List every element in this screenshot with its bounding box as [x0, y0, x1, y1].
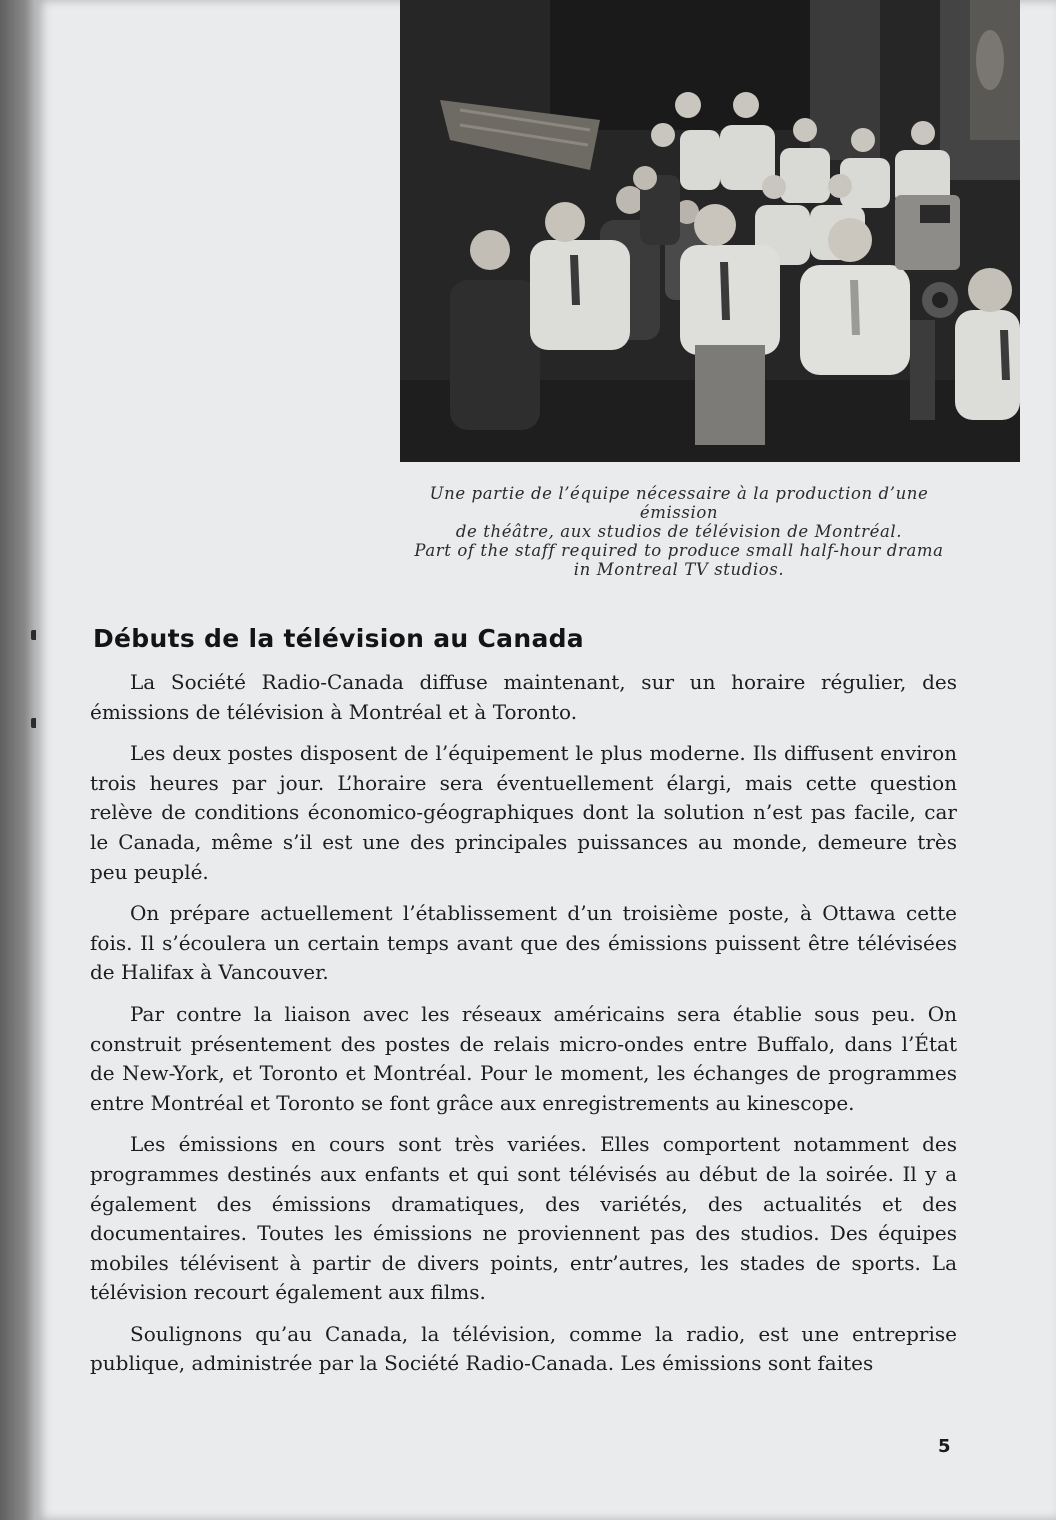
caption-line: in Montreal TV studios. [573, 560, 785, 579]
staff-photo [400, 0, 1020, 462]
caption-line: Une partie de l’équipe nécessaire à la production d’une émission [429, 484, 929, 522]
article-body [90, 668, 957, 1391]
article-paragraph: Soulignons qu’au Canada, la télévision, comme la radio, est une entreprise publique, administrée par la Société Radio-Canada. Les émissions sont faites [90, 1321, 957, 1376]
article-paragraph: On prépare actuellement l’établissement d’un troisième poste, à Ottawa cette fois. Il s’écoulera un certain temps avant que des émissions puissent être télévisées de Halifax à Vancouver. [90, 901, 957, 985]
caption-line: Part of the staff required to produce small half-hour drama [414, 541, 944, 560]
page-number: 5 [938, 1436, 951, 1457]
staff-group-photo-icon [400, 0, 1020, 462]
book-spine [0, 0, 36, 1520]
article-paragraph: Les deux postes disposent de l’équipement le plus moderne. Ils diffusent environ trois heures par jour. L’horaire sera éventuellement élargi, mais cette question relève de conditions économico-géographiques dont la solution n’est pas facile, car le Canada, même s’il est une des principales puissances au monde, demeure très peu peuplé. [90, 741, 957, 884]
photo-caption-french [398, 484, 960, 541]
article-paragraph: La Société Radio-Canada diffuse maintenant, sur un horaire régulier, des émissions de télévision à Montréal et à Toronto. [90, 670, 957, 724]
article-paragraph: Par contre la liaison avec les réseaux américains sera établie sous peu. On construit présentement des postes de relais micro-ondes entre Buffalo, dans l’État de New-York, et Toronto et Montréal. Pour le moment, les échanges de programmes entre Montréal et Toronto se font grâce aux enregistrements au kinescope. [90, 1001, 957, 1115]
article-paragraph: Les émissions en cours sont très variées. Elles comportent notamment des programmes destinés aux enfants et qui sont télévisés au début de la soirée. Il y a également des émissions dramatiques, des variétés, des actualités et des documentaires. Toutes les émissions ne proviennent pas des studios. Des équipes mobiles télévisent à partir de divers points, entr’autres, les stades de sports. La télévision recourt également aux films. [90, 1132, 957, 1305]
photo-caption-english [398, 541, 960, 579]
article-heading: Débuts de la télévision au Canada [93, 624, 584, 653]
caption-line: de théâtre, aux studios de télévision de Montréal. [455, 522, 903, 541]
